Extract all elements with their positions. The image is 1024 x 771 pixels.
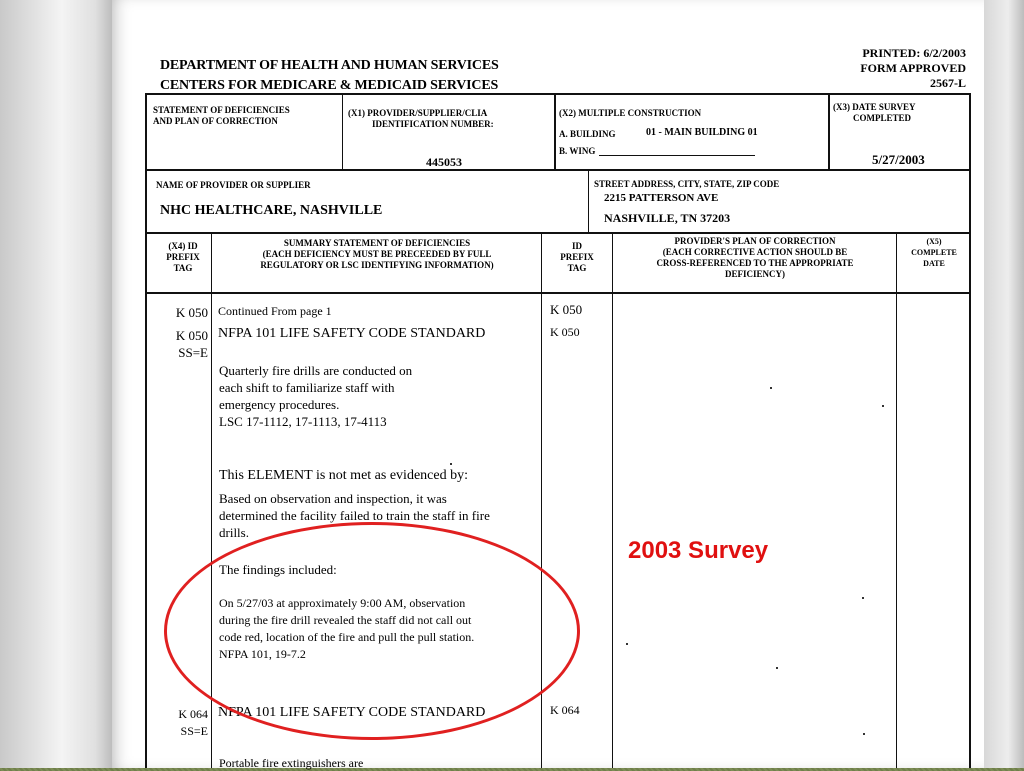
row-tag bbox=[172, 327, 208, 361]
highlight-ellipse bbox=[164, 522, 580, 740]
col-header-line: CROSS-REFERENCED TO THE APPROPRIATE bbox=[656, 258, 854, 268]
paragraph-line: determined the facility failed to train the staff in fire bbox=[219, 508, 490, 523]
rule bbox=[554, 93, 556, 170]
statement-label-line: AND PLAN OF CORRECTION bbox=[153, 116, 278, 126]
col-header-line: PROVIDER'S PLAN OF CORRECTION bbox=[674, 236, 836, 246]
survey-annotation: 2003 Survey bbox=[628, 537, 769, 564]
x3-label-line: (X3) DATE SURVEY bbox=[833, 102, 916, 112]
form-number: 2567-L bbox=[930, 76, 966, 90]
tag-line: K 050 bbox=[175, 328, 208, 343]
col-header-line: PREFIX bbox=[166, 252, 200, 262]
rule bbox=[969, 93, 971, 768]
building-value: 01 - MAIN BUILDING 01 bbox=[646, 127, 758, 138]
building-label: A. BUILDING bbox=[559, 129, 616, 139]
tag-severity: SS=E bbox=[180, 724, 208, 738]
paragraph-line: during the fire drill revealed the staff did not call out bbox=[219, 613, 472, 627]
col-header-line: (EACH DEFICIENCY MUST BE PRECEEDED BY FULL bbox=[262, 249, 492, 259]
statement-label bbox=[153, 105, 290, 127]
binder-left-edge bbox=[0, 0, 112, 768]
paragraph-line: code red, location of the fire and pull the pull station. bbox=[219, 630, 475, 644]
col-header-line: COMPLETE bbox=[911, 248, 957, 257]
col-header-line: DEFICIENCY) bbox=[724, 269, 785, 279]
x1-label-line: (X1) PROVIDER/SUPPLIER/CLIA bbox=[348, 108, 488, 118]
col-plan-header bbox=[616, 236, 894, 280]
col-header-line: (X4) ID bbox=[168, 241, 198, 251]
scan-speck bbox=[626, 643, 628, 645]
col-id-header bbox=[544, 241, 610, 274]
findings-heading: The findings included: bbox=[219, 562, 337, 577]
provider-id-number: 445053 bbox=[426, 155, 462, 169]
rule bbox=[588, 170, 589, 232]
scan-speck bbox=[776, 667, 778, 669]
centers-title: CENTERS FOR MEDICARE & MEDICAID SERVICES bbox=[160, 78, 499, 93]
x3-label-line: COMPLETED bbox=[853, 113, 912, 123]
col-summary-header bbox=[216, 238, 538, 271]
rule bbox=[342, 93, 343, 170]
paragraph-line: On 5/27/03 at approximately 9:00 AM, observation bbox=[219, 596, 466, 610]
paragraph-line: LSC 17-1112, 17-1113, 17-4113 bbox=[219, 414, 387, 429]
col-header-line: SUMMARY STATEMENT OF DEFICIENCIES bbox=[283, 238, 471, 248]
row-tag: K 050 bbox=[175, 305, 208, 320]
col-header-line: (X5) bbox=[926, 237, 942, 246]
rule bbox=[145, 93, 147, 768]
x2-label: (X2) MULTIPLE CONSTRUCTION bbox=[559, 108, 702, 118]
col-x5-header bbox=[900, 236, 968, 269]
scan-speck bbox=[882, 405, 884, 407]
wing-label: B. WING bbox=[559, 146, 596, 156]
col-header-line: TAG bbox=[173, 263, 193, 273]
col-x4-header bbox=[162, 241, 204, 274]
x1-label bbox=[348, 108, 494, 130]
element-not-met: This ELEMENT is not met as evidenced by: bbox=[219, 468, 468, 483]
paragraph-line: Based on observation and inspection, it was bbox=[219, 491, 447, 506]
address-line-2: NASHVILLE, TN 37203 bbox=[604, 211, 731, 225]
paragraph-line: drills. bbox=[219, 525, 249, 540]
paragraph-line: NFPA 101, 19-7.2 bbox=[219, 647, 306, 661]
standard-title: NFPA 101 LIFE SAFETY CODE STANDARD bbox=[218, 326, 486, 341]
rule bbox=[612, 232, 613, 768]
rule bbox=[896, 232, 897, 768]
tag-line: K 064 bbox=[178, 707, 208, 721]
row-id-tag: K 050 bbox=[550, 302, 583, 317]
form-approved: FORM APPROVED bbox=[860, 61, 966, 75]
col-header-line: PREFIX bbox=[560, 252, 594, 262]
tag-severity: SS=E bbox=[178, 345, 208, 360]
rule bbox=[145, 93, 971, 95]
rule bbox=[145, 292, 971, 294]
address-label: STREET ADDRESS, CITY, STATE, ZIP CODE bbox=[594, 179, 780, 189]
rule bbox=[145, 169, 971, 171]
col-header-line: DATE bbox=[923, 259, 945, 268]
scan-speck bbox=[862, 597, 864, 599]
rule bbox=[145, 232, 971, 234]
print-info bbox=[860, 46, 966, 76]
col-header-line: TAG bbox=[567, 263, 587, 273]
department-title: DEPARTMENT OF HEALTH AND HUMAN SERVICES bbox=[160, 58, 499, 73]
col-header-line: ID bbox=[571, 241, 582, 251]
row-id-tag: K 064 bbox=[550, 703, 580, 717]
paragraph-drills bbox=[219, 362, 412, 430]
scan-speck bbox=[863, 733, 865, 735]
col-header-line: REGULATORY OR LSC IDENTIFYING INFORMATION) bbox=[260, 260, 494, 270]
row-tag bbox=[172, 706, 208, 740]
paragraph-line: emergency procedures. bbox=[219, 397, 340, 412]
row-id-tag: K 050 bbox=[550, 325, 580, 339]
survey-date: 5/27/2003 bbox=[872, 152, 925, 167]
rule bbox=[828, 93, 830, 170]
statement-label-line: STATEMENT OF DEFICIENCIES bbox=[153, 105, 290, 115]
cut-off-line: Portable fire extinguishers are bbox=[219, 756, 364, 770]
continued-text: Continued From page 1 bbox=[218, 304, 332, 318]
wing-underline bbox=[599, 155, 755, 156]
paragraph-line: Quarterly fire drills are conducted on bbox=[219, 363, 413, 378]
scan-speck bbox=[450, 463, 452, 465]
x1-label-line: IDENTIFICATION NUMBER: bbox=[372, 119, 494, 129]
x3-label bbox=[833, 102, 916, 124]
scan-speck bbox=[770, 387, 772, 389]
paragraph-line: each shift to familiarize staff with bbox=[219, 380, 395, 395]
standard-title: NFPA 101 LIFE SAFETY CODE STANDARD bbox=[218, 705, 486, 720]
document-page bbox=[112, 0, 984, 768]
printed-date: PRINTED: 6/2/2003 bbox=[862, 46, 966, 60]
address-line-1: 2215 PATTERSON AVE bbox=[604, 192, 719, 204]
provider-name-label: NAME OF PROVIDER OR SUPPLIER bbox=[156, 180, 311, 190]
col-header-line: (EACH CORRECTIVE ACTION SHOULD BE bbox=[662, 247, 848, 257]
provider-name: NHC HEALTHCARE, NASHVILLE bbox=[160, 203, 383, 218]
binder-right-edge bbox=[984, 0, 1024, 768]
